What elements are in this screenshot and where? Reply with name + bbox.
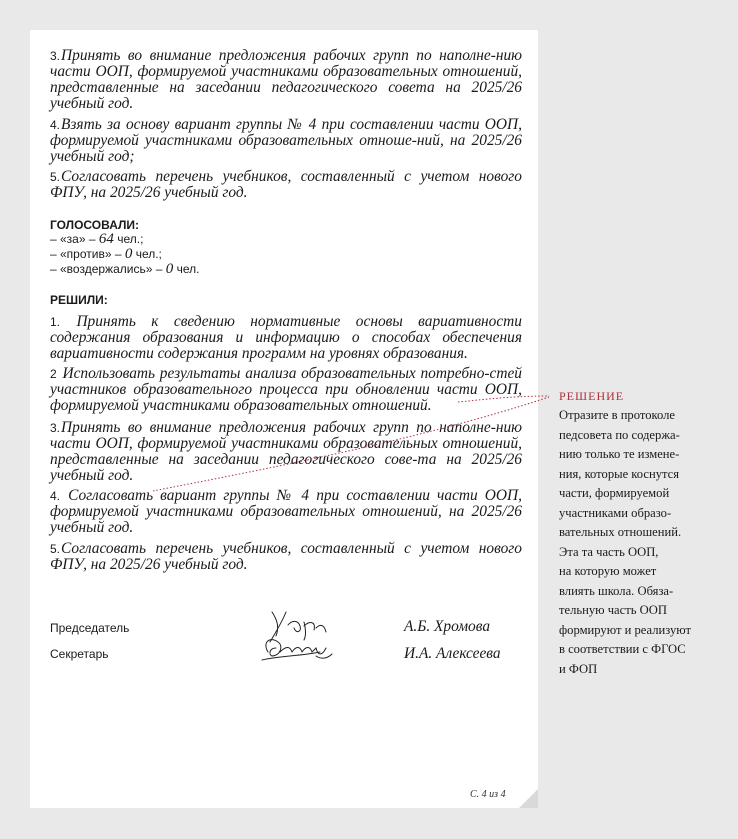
- sidebar-line: участниками образо-: [559, 505, 672, 520]
- sidebar-line: нию только те измене-: [559, 447, 680, 461]
- top-item-4: 4.Взять за основу вариант группы № 4 при составлении части ООП, формируемой участниками образовательных отноше-ний, на 2025/26 учебный год;: [50, 116, 522, 165]
- sidebar-line: Эта та часть ООП,: [559, 544, 659, 559]
- sidebar-line: Отразите в протоколе: [559, 408, 675, 422]
- vote-for: – «за» – 64 чел.;: [50, 231, 144, 247]
- sidebar-line: и ФОП: [559, 661, 598, 676]
- chair-name: А.Б. Хромова: [404, 618, 491, 635]
- page-number: С. 4 из 4: [470, 789, 506, 800]
- decided-heading: РЕШИЛИ:: [50, 293, 108, 307]
- sidebar-note: [559, 406, 719, 679]
- decided-item-5: 5.Согласовать перечень учебников, составленный с учетом нового ФПУ, на 2025/26 учебный год.: [50, 540, 522, 573]
- top-item-3: 3.Принять во внимание предложения рабочих групп по наполне-нию части ООП, формируемой участниками образовательных отношений, представленные на заседании педагогического совета на 2025/26 учебный год.: [50, 47, 522, 112]
- decided-item-3: 3.Принять во внимание предложения рабочих групп по наполне-нию части ООП, формируемой участниками образовательных отношений, представленные на заседании педагогического сове-та на 2025/26 учебный год.: [50, 419, 522, 484]
- sidebar-line: педсовета по содержа-: [559, 427, 680, 442]
- chair-role: Председатель: [50, 621, 130, 635]
- sidebar-line: формируют и реализуют: [559, 622, 692, 637]
- sidebar-title: РЕШЕНИЕ: [559, 389, 625, 403]
- decided-item-4: 4. Согласовать вариант группы № 4 при составлении части ООП, формируемой участниками образовательных отношений, на 2025/26 учебный год.: [50, 487, 522, 536]
- secretary-name: И.А. Алексеева: [404, 645, 501, 662]
- secretary-role: Секретарь: [50, 647, 109, 661]
- sidebar-line: в соответствии с ФГОС: [559, 642, 686, 656]
- sidebar-line: тельную часть ООП: [559, 603, 667, 617]
- voted-heading: ГОЛОСОВАЛИ:: [50, 218, 140, 232]
- vote-against: – «против» – 0 чел.;: [50, 246, 162, 262]
- sidebar-line: вательных отношений.: [559, 525, 682, 539]
- handwritten-signature: [262, 612, 332, 660]
- decided-item-1: 1. Принять к сведению нормативные основы вариативности содержания образования и информацию о способах обеспечения вариативности содержания программ на уровнях образования.: [50, 313, 522, 362]
- leader-line-lower: [153, 397, 549, 491]
- sidebar-line: влиять школа. Обяза-: [559, 583, 674, 598]
- sidebar-line: части, формируемой: [559, 486, 670, 500]
- sidebar-line: ния, которые коснутся: [559, 466, 680, 481]
- top-item-5: 5.Согласовать перечень учебников, составленный с учетом нового ФПУ, на 2025/26 учебный год.: [50, 168, 522, 201]
- vote-abstained: – «воздержались» – 0 чел.: [50, 261, 200, 277]
- sidebar-line: на которую может: [559, 564, 657, 578]
- decided-item-2: 2 Использовать результаты анализа образовательных потребно-стей участников образовательного процесса при обновлении части ООП, формируемой участниками образовательных отношений.: [50, 365, 522, 414]
